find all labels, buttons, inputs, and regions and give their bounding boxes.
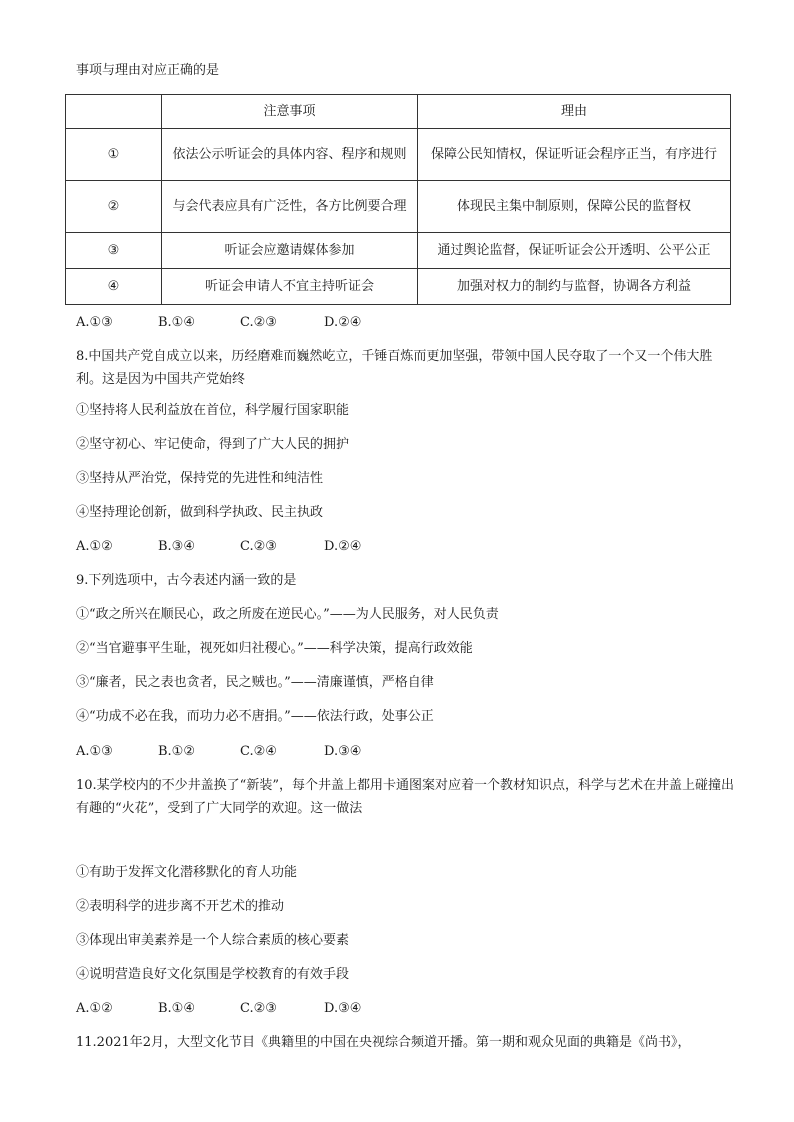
question-8-options [76, 538, 361, 556]
question-9-item: ③“廉者，民之表也贪者，民之贼也。”——清廉谨慎，严格自律 [76, 675, 434, 690]
table-cell: 体现民主集中制原则，保障公民的监督权 [418, 181, 731, 233]
table-cell: 听证会申请人不宜主持听证会 [162, 269, 418, 305]
table-header-cell: 理由 [418, 95, 731, 129]
table-row [66, 269, 731, 305]
question-8-stem: 8.中国共产党自成立以来，历经磨难而巍然屹立，千锤百炼而更加坚强，带领中国人民夺取了一个又一个伟大胜利。这是因为中国共产党始终 [76, 349, 713, 387]
question-8-item: ④坚持理论创新，做到科学执政、民主执政 [76, 505, 324, 520]
question-7-options [76, 314, 361, 332]
option-d: D.③④ [324, 1001, 362, 1016]
table-row [66, 233, 731, 269]
question-8-item: ③坚持从严治党，保持党的先进性和纯洁性 [76, 471, 324, 486]
question-8-item: ①坚持将人民利益放在首位，科学履行国家职能 [76, 403, 350, 418]
option-a: A.①③ [76, 315, 113, 330]
question-9-stem: 9.下列选项中，古今表述内涵一致的是 [76, 573, 297, 588]
table-cell: 通过舆论监督，保证听证会公开透明、公平公正 [418, 233, 731, 269]
option-b: B.③④ [158, 539, 195, 554]
table-cell: 保障公民知情权，保证听证会程序正当，有序进行 [418, 129, 731, 181]
question-10-stem: 10.某学校内的不少井盖换了“新装”，每个井盖上都用卡通图案对应着一个教材知识点，科学与艺术在井盖上碰撞出有趣的“火花”，受到了广大同学的欢迎。这一做法 [76, 778, 734, 816]
option-c: C.②③ [240, 539, 277, 554]
table-header-row [66, 95, 731, 129]
table-row [66, 181, 731, 233]
table-cell: ③ [66, 233, 162, 269]
option-d: D.③④ [324, 744, 362, 759]
option-b: B.①② [158, 744, 195, 759]
question-9-item: ④“功成不必在我，而功力必不唐捐。”——依法行政，处事公正 [76, 709, 434, 724]
table-cell: ① [66, 129, 162, 181]
table-row [66, 129, 731, 181]
question-9-item: ①“政之所兴在顺民心，政之所废在逆民心。”——为人民服务，对人民负责 [76, 607, 499, 622]
table-cell: ② [66, 181, 162, 233]
hearing-table [65, 94, 731, 305]
table-header-cell [66, 95, 162, 129]
table-cell: 与会代表应具有广泛性，各方比例要合理 [162, 181, 418, 233]
option-c: C.②④ [240, 744, 277, 759]
option-d: D.②④ [324, 315, 362, 330]
table-cell: 加强对权力的制约与监督，协调各方利益 [418, 269, 731, 305]
option-d: D.②④ [324, 539, 362, 554]
table-cell: 听证会应邀请媒体参加 [162, 233, 418, 269]
table-header-cell: 注意事项 [162, 95, 418, 129]
question-10-item: ③体现出审美素养是一个人综合素质的核心要素 [76, 933, 350, 948]
question-11-stem: 11.2021年2月，大型文化节目《典籍里的中国在央视综合频道开播。第一期和观众见面的典籍是《尚书》， [76, 1035, 691, 1050]
option-a: A.①② [76, 539, 113, 554]
question-10-item: ①有助于发挥文化潜移默化的育人功能 [76, 865, 298, 880]
table-cell: 依法公示听证会的具体内容、程序和规则 [162, 129, 418, 181]
option-a: A.①③ [76, 744, 113, 759]
question-8-item: ②坚守初心、牢记使命，得到了广大人民的拥护 [76, 437, 350, 452]
option-b: B.①④ [158, 315, 195, 330]
question-10-item: ④说明营造良好文化氛围是学校教育的有效手段 [76, 967, 350, 982]
question-7-stem-tail: 事项与理由对应正确的是 [76, 63, 220, 78]
option-c: C.②③ [240, 315, 277, 330]
question-10-item: ②表明科学的进步离不开艺术的推动 [76, 899, 285, 914]
question-10-options [76, 1000, 361, 1018]
option-b: B.①④ [158, 1001, 195, 1016]
question-9-item: ②“当官避事平生耻，视死如归社稷心。”——科学决策，提高行政效能 [76, 641, 473, 656]
option-a: A.①② [76, 1001, 113, 1016]
option-c: C.②③ [240, 1001, 277, 1016]
question-9-options [76, 743, 361, 761]
table-cell: ④ [66, 269, 162, 305]
